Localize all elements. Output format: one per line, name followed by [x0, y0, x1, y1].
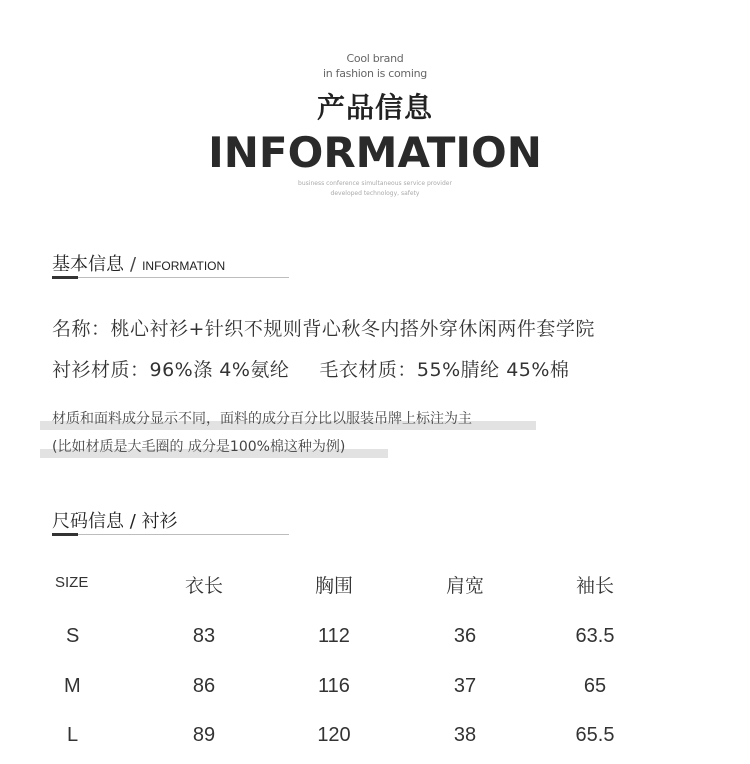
basic-info-heading-cn: 基本信息 — [52, 254, 124, 275]
row-chest: 120 — [317, 724, 351, 746]
row-sleeve: 65.5 — [575, 724, 615, 746]
row-shoulder: 37 — [453, 675, 477, 697]
col-header-chest: 胸围 — [314, 575, 353, 597]
size-info-divider — [52, 534, 289, 535]
tagline-line-1: Cool brand — [346, 52, 404, 65]
col-header-shoulder: 肩宽 — [445, 575, 484, 597]
basic-info-heading — [52, 250, 225, 276]
tagline-line-2: in fashion is coming — [323, 67, 427, 80]
shirt-material: 衬衫材质：96%涤 4%氨纶 — [52, 359, 290, 381]
row-length: 83 — [192, 625, 216, 647]
small-text-line-2: developed technology, safety — [330, 190, 420, 197]
note-line-2: (比如材质是大毛圈的 成分是100%棉这种为例) — [52, 439, 346, 455]
material-line — [52, 355, 569, 382]
size-info-heading: 尺码信息 / 衬衫 — [52, 511, 178, 532]
basic-info-heading-en: INFORMATION — [142, 259, 226, 273]
heading-separator: / — [130, 254, 137, 275]
row-size: M — [64, 675, 81, 697]
basic-info-divider — [52, 277, 289, 278]
row-chest: 116 — [318, 675, 350, 697]
product-name-line: 名称：桃心衬衫+针织不规则背心秋冬内搭外穿休闲两件套学院 — [52, 318, 595, 340]
row-length: 86 — [192, 675, 216, 697]
page-title-cn: 产品信息 — [316, 91, 433, 124]
small-text-line-1: business conference simultaneous service provider — [298, 180, 452, 187]
size-info-divider-accent — [52, 533, 78, 536]
row-shoulder: 36 — [453, 625, 477, 647]
note-line-1: 材质和面料成分显示不同，面料的成分百分比以服装吊牌上标注为主 — [52, 411, 472, 427]
sweater-material: 毛衣材质：55%腈纶 45%棉 — [319, 359, 570, 381]
row-shoulder: 38 — [453, 724, 477, 746]
basic-info-divider-accent — [52, 276, 78, 279]
row-length: 89 — [192, 724, 216, 746]
row-chest: 112 — [318, 625, 350, 647]
row-sleeve: 63.5 — [575, 625, 615, 647]
col-header-size: SIZE — [55, 574, 89, 591]
row-size: S — [66, 625, 80, 647]
col-header-length: 衣长 — [184, 575, 223, 597]
col-header-sleeve: 袖长 — [575, 575, 614, 597]
row-size: L — [67, 724, 79, 746]
page-title-en: INFORMATION — [208, 128, 542, 177]
row-sleeve: 65 — [583, 675, 607, 697]
